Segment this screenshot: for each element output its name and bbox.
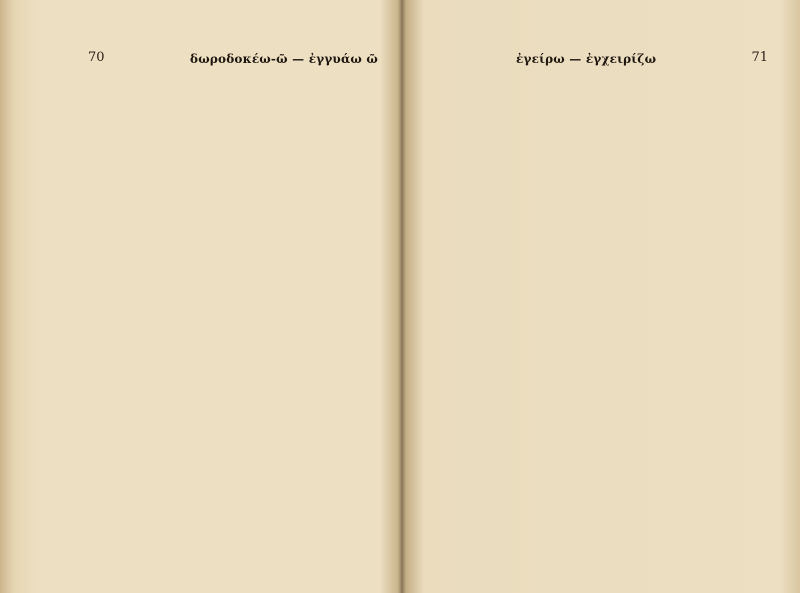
- right-page: [406, 0, 788, 593]
- left-page-text: [94, 74, 384, 573]
- left-running-head: [18, 50, 396, 70]
- left-running-title: δωροδοκέω-ῶ — ἐγγυάω ῶ: [190, 52, 379, 66]
- left-page-number: 70: [88, 50, 105, 65]
- right-running-head: [406, 50, 788, 70]
- right-page-number: 71: [751, 50, 768, 65]
- left-page: [18, 0, 396, 593]
- right-running-title: ἐγείρω — ἐγχειρίζω: [516, 52, 657, 66]
- right-page-text: [420, 74, 762, 573]
